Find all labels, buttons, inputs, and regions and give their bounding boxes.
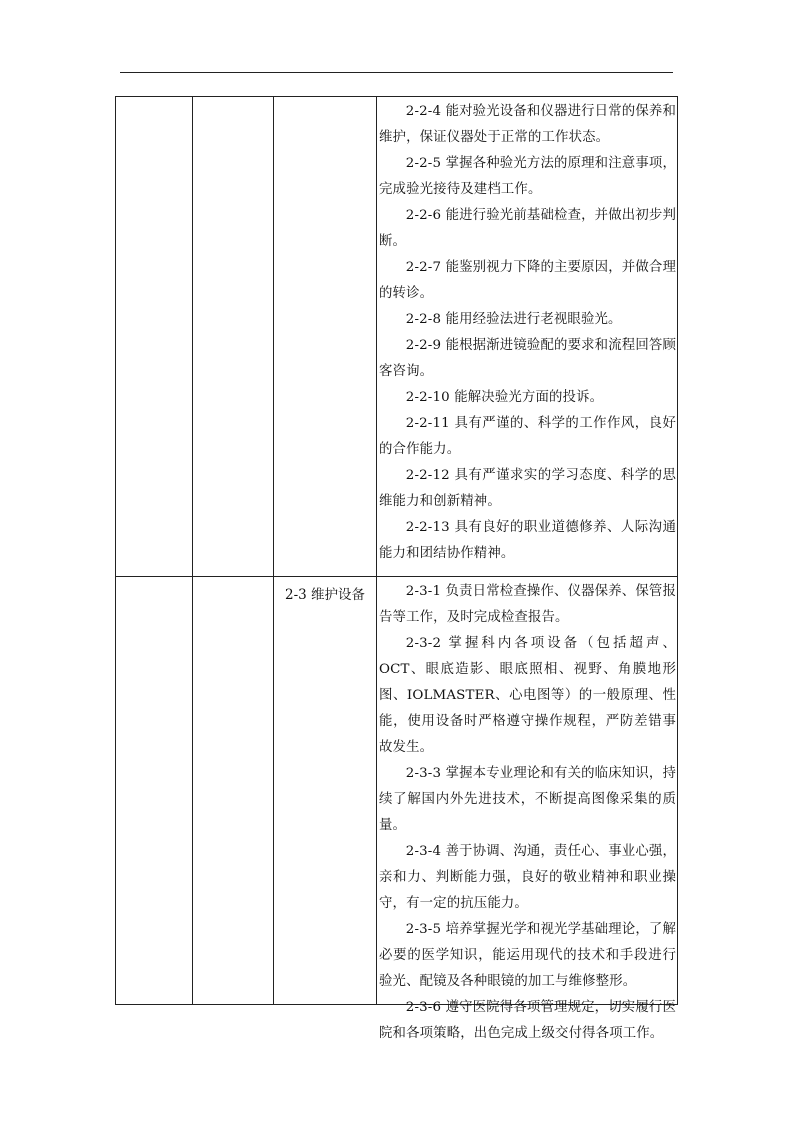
requirements-list [379,97,676,567]
column-divider-2 [273,577,274,1004]
requirement-item: 2-2-10 能解决验光方面的投诉。 [405,390,604,405]
requirement-item: 2-2-12 具有严谨求实的学习态度、科学的思维能力和创新精神。 [379,468,676,509]
requirement-item: 2-2-9 能根据渐进镜验配的要求和流程回答顾客咨询。 [379,338,676,379]
column-divider-3 [376,577,377,1004]
column-divider-1 [192,97,193,577]
table-row-2-3 [115,576,678,1041]
requirement-item: 2-2-8 能用经验法进行老视眼验光。 [405,312,622,327]
requirement-item: 2-3-4 善于协调、沟通，责任心、事业心强，亲和力、判断能力强，良好的敬业精神和职业操守，有一定的抗压能力。 [379,844,676,911]
column-divider-1 [192,577,193,1004]
column-divider-3 [376,97,377,577]
requirement-item: 2-3-3 掌握本专业理论和有关的临床知识，持续了解国内外先进技术，不断提高图像采集的质量。 [379,766,676,833]
column-divider-2 [273,97,274,577]
requirement-item: 2-3-5 培养掌握光学和视光学基础理论，了解必要的医学知识，能运用现代的技术和手段进行验光、配镜及各种眼镜的加工与维修整形。 [379,922,676,989]
requirement-item: 2-3-2 掌握科内各项设备（包括超声、OCT、眼底造影、眼底照相、视野、角膜地形图、IOLMASTER、心电图等）的一般原理、性能，使用设备时严格遵守操作规程，严防差错事故发生。 [379,636,676,755]
requirement-item: 2-2-11 具有严谨的、科学的工作作风，良好的合作能力。 [379,416,676,457]
row-category-label [275,97,375,99]
row-category-label: 2-3 维护设备 [284,587,366,603]
requirement-item: 2-2-7 能鉴别视力下降的主要原因，并做合理的转诊。 [379,260,676,301]
requirement-item: 2-2-4 能对验光设备和仪器进行日常的保养和维护，保证仪器处于正常的工作状态。 [379,104,676,145]
requirement-item: 2-3-1 负责日常检查操作、仪器保养、保管报告等工作，及时完成检查报告。 [379,584,676,625]
requirement-item: 2-2-5 掌握各种验光方法的原理和注意事项，完成验光接待及建档工作。 [379,156,676,197]
table-row-2-2 [115,96,678,577]
header-rule [120,72,673,73]
requirement-item: 2-3-6 遵守医院得各项管理规定，切实履行医院和各项策略，出色完成上级交付得各项工作。 [379,1000,676,1041]
requirements-list [379,577,676,1047]
requirement-item: 2-2-6 能进行验光前基础检查，并做出初步判断。 [379,208,676,249]
requirement-item: 2-2-13 具有良好的职业道德修养、人际沟通能力和团结协作精神。 [379,520,676,561]
